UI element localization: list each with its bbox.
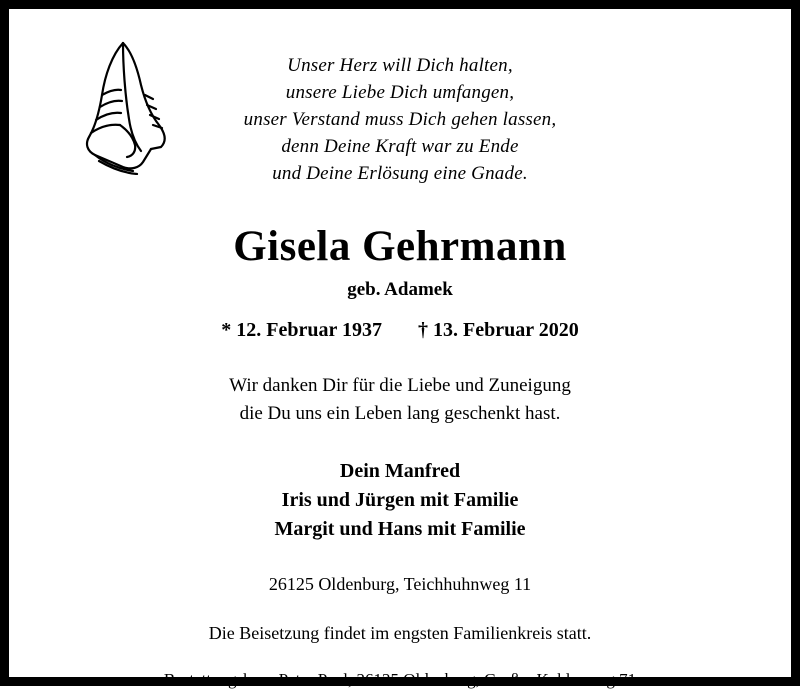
family-line: Iris und Jürgen mit Familie (281, 489, 519, 512)
verse-line: denn Deine Kraft war zu Ende (281, 135, 519, 157)
verse (244, 53, 557, 188)
thanks-line: die Du uns ein Leben lang geschenkt hast. (239, 402, 561, 424)
funeral-note: Die Beisetzung findet im engsten Familienkreis statt. (208, 623, 592, 644)
verse-line: unsere Liebe Dich umfangen, (285, 81, 515, 103)
life-dates (221, 319, 578, 342)
obituary-content (9, 9, 791, 690)
thanks-line: Wir danken Dir für die Liebe und Zuneigung (229, 374, 571, 396)
verse-line: und Deine Erlösung eine Gnade. (272, 162, 528, 184)
verse-line: unser Verstand muss Dich gehen lassen, (243, 108, 557, 130)
verse-line: Unser Herz will Dich halten, (287, 55, 513, 76)
family-line: Margit und Hans mit Familie (274, 518, 526, 541)
deceased-name: Gisela Gehrmann (233, 222, 567, 270)
undertaker-info: Bestattungshaus Petra Paul, 26125 Oldenburg, Großer Kuhlenweg 71 (163, 670, 637, 690)
praying-hands-icon (79, 35, 189, 175)
birth-date: * 12. Februar 1937 (221, 318, 382, 341)
family-line: Dein Manfred (339, 460, 461, 483)
address: 26125 Oldenburg, Teichhuhnweg 11 (268, 574, 532, 595)
death-date: † 13. Februar 2020 (418, 318, 579, 341)
thanks-text (229, 372, 571, 427)
maiden-name: geb. Adamek (347, 278, 453, 300)
family-names (274, 457, 525, 544)
